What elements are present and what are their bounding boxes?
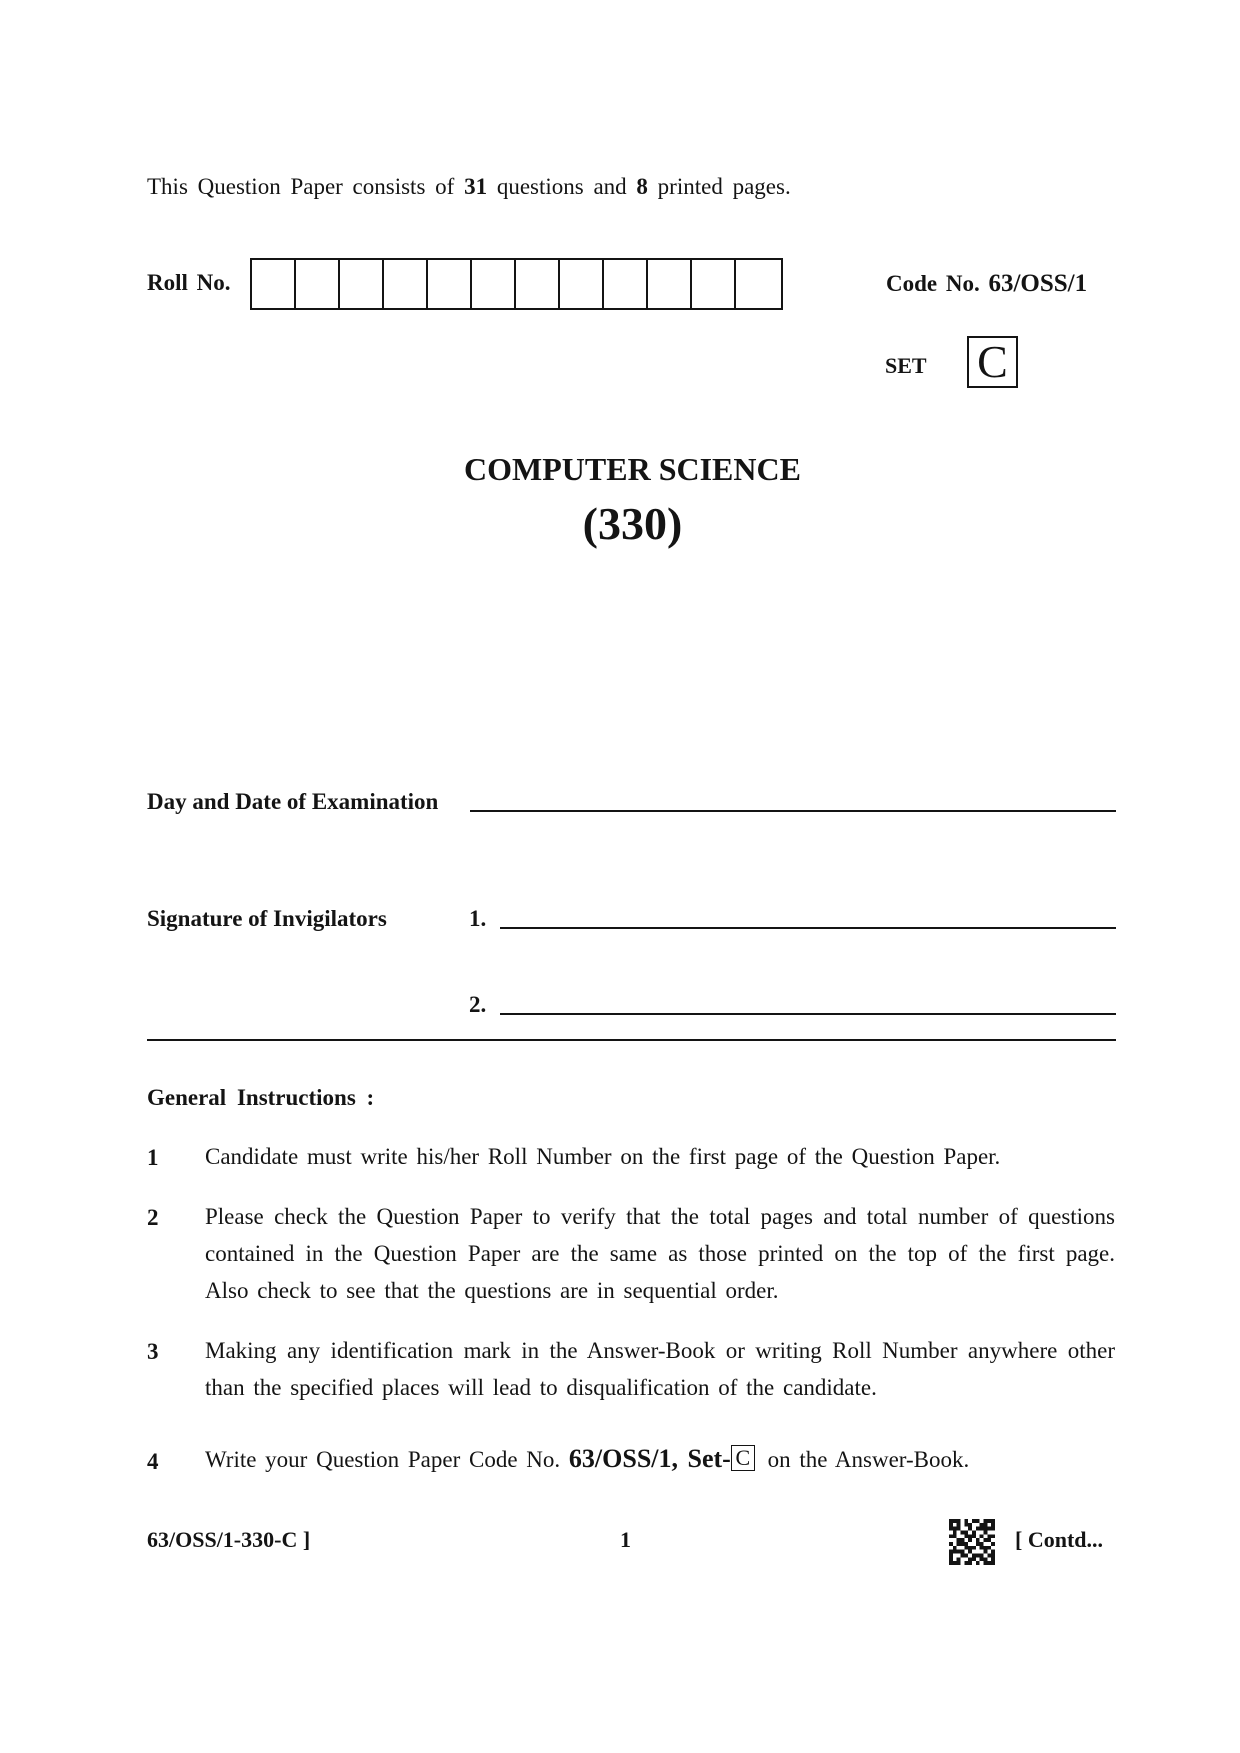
exam-date-line [470,810,1116,812]
roll-number-box [296,260,340,308]
roll-number-box [692,260,736,308]
footer-paper-code: 63/OSS/1-330-C ] [147,1527,311,1552]
roll-number-box [472,260,516,308]
instruction-3-text: Making any identification mark in the Answer-Book or writing Roll Number anywhere other than the specified places will lead to disqualification of the candidate. [205,1338,1115,1400]
roll-number-box [560,260,604,308]
subject-title: COMPUTER SCIENCE [464,451,801,487]
roll-number-box [604,260,648,308]
instruction-2-text: Please check the Question Paper to verify that the total pages and total number of questions contained in the Question Paper are the same as those printed on the top of the first page. Also check to see that the questions are in sequential order. [205,1204,1115,1303]
instruction-4-text-pre: Write your Question Paper Code No. [205,1447,561,1472]
roll-number-label: Roll No. [147,270,231,295]
roll-number-box [340,260,384,308]
instruction-4-text-post: on the Answer-Book. [767,1447,970,1472]
instruction-3-number: 3 [147,1339,159,1364]
summary-text-mid: questions and [496,174,627,199]
roll-number-box [736,260,781,308]
paper-summary [147,174,791,200]
subject-code: (330) [582,498,683,549]
qr-code-icon [948,1519,996,1565]
section-divider [147,1039,1116,1041]
set-box: C [967,336,1018,388]
roll-number-box [384,260,428,308]
instruction-1-number: 1 [147,1145,159,1170]
code-number [886,270,1087,298]
footer-page-number: 1 [620,1527,631,1552]
set-label: SET [885,353,927,378]
exam-date-label: Day and Date of Examination [147,789,439,814]
roll-number-box [648,260,692,308]
instructions-title: General Instructions : [147,1085,375,1110]
invigilator-2-number: 2. [469,992,487,1017]
roll-number-boxes [250,258,783,310]
code-number-label: Code No. [886,271,980,296]
invigilators-label: Signature of Invigilators [147,906,387,931]
roll-number-box [252,260,296,308]
instruction-4-number: 4 [147,1449,159,1474]
instruction-2-number: 2 [147,1205,159,1230]
roll-number-box [516,260,560,308]
instruction-4-code: 63/OSS/1, Set- [568,1444,731,1473]
instruction-1-text: Candidate must write his/her Roll Number on the first page of the Question Paper. [205,1144,1001,1169]
page-count: 8 [636,174,648,199]
invigilator-2-line [500,1013,1116,1015]
instruction-4-text [205,1440,1115,1478]
footer-contd: [ Contd... [1015,1527,1104,1552]
invigilator-1-number: 1. [469,906,487,931]
invigilator-1-line [500,927,1116,929]
instruction-4-set-box: C [731,1445,755,1471]
code-number-value: 63/OSS/1 [988,270,1088,297]
summary-text-post: printed pages. [657,174,791,199]
roll-number-box [428,260,472,308]
summary-text-pre: This Question Paper consists of [147,174,455,199]
question-count: 31 [464,174,488,199]
